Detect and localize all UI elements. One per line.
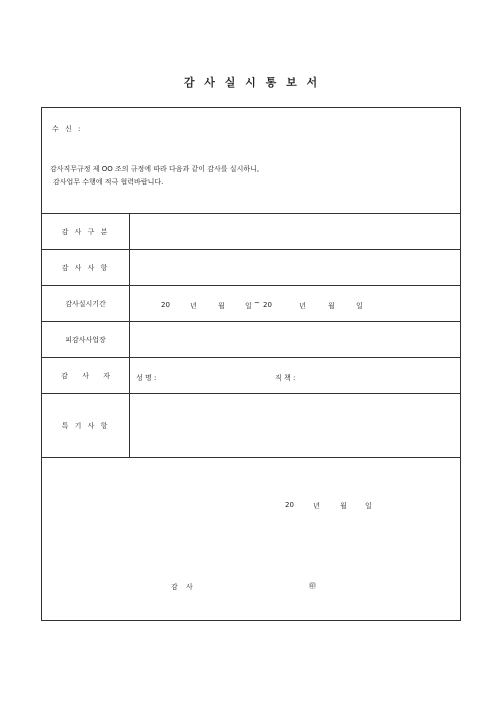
signature-line <box>42 581 460 595</box>
auditor-field[interactable] <box>130 358 460 393</box>
issue-date-day-unit: 일 <box>365 502 372 510</box>
form-header-section <box>42 108 460 214</box>
period-start-year-unit: 년 <box>190 302 197 310</box>
row-label-remarks: 특 기 사 항 <box>42 394 130 457</box>
row-auditor <box>42 358 460 394</box>
audited-site-field[interactable] <box>130 322 460 357</box>
audit-category-field[interactable] <box>130 214 460 249</box>
period-end-year-unit: 년 <box>299 302 306 310</box>
audit-items-field[interactable] <box>130 250 460 285</box>
period-start-month-unit: 월 <box>218 302 225 310</box>
audit-period-field[interactable] <box>130 286 460 321</box>
audit-notice-form <box>41 107 461 621</box>
row-label-audit-period: 감사실시기간 <box>42 286 130 321</box>
signature-label: 감 사 <box>171 583 196 591</box>
intro-line-1: 감사직무규정 제 OO 조의 규정에 따라 다음과 같이 감사를 실시하니, <box>50 165 260 173</box>
auditor-position-label: 직 책 : <box>275 374 296 382</box>
auditor-name-label: 성 명 : <box>136 374 157 382</box>
row-label-audited-site: 피감사사업장 <box>42 322 130 357</box>
period-start-day-unit: 일 <box>245 302 252 310</box>
row-audit-items <box>42 250 460 286</box>
row-audited-site <box>42 322 460 358</box>
row-remarks <box>42 394 460 458</box>
remarks-field[interactable] <box>130 394 460 457</box>
row-label-audit-category: 감 사 구 분 <box>42 214 130 249</box>
intro-text <box>50 163 259 189</box>
row-label-audit-items: 감 사 사 항 <box>42 250 130 285</box>
period-end-day-unit: 일 <box>356 302 363 310</box>
row-audit-period <box>42 286 460 322</box>
period-end-year: 20 <box>263 301 272 309</box>
period-start-year: 20 <box>161 301 170 309</box>
issue-date <box>42 501 460 513</box>
row-audit-category <box>42 214 460 250</box>
period-separator: ~ <box>254 299 260 307</box>
intro-line-2: 감사업무 수행에 적극 협력바랍니다. <box>53 178 164 186</box>
document-title: 감 사 실 시 통 보 서 <box>183 76 321 89</box>
row-label-auditor: 감 사 자 <box>42 358 130 393</box>
period-end-month-unit: 월 <box>328 302 335 310</box>
issue-date-year: 20 <box>285 501 294 509</box>
issue-date-month-unit: 월 <box>340 502 347 510</box>
recipient-label: 수 신 : <box>52 125 83 133</box>
issue-date-year-unit: 년 <box>313 502 320 510</box>
seal-mark: ㊞ <box>309 582 316 590</box>
